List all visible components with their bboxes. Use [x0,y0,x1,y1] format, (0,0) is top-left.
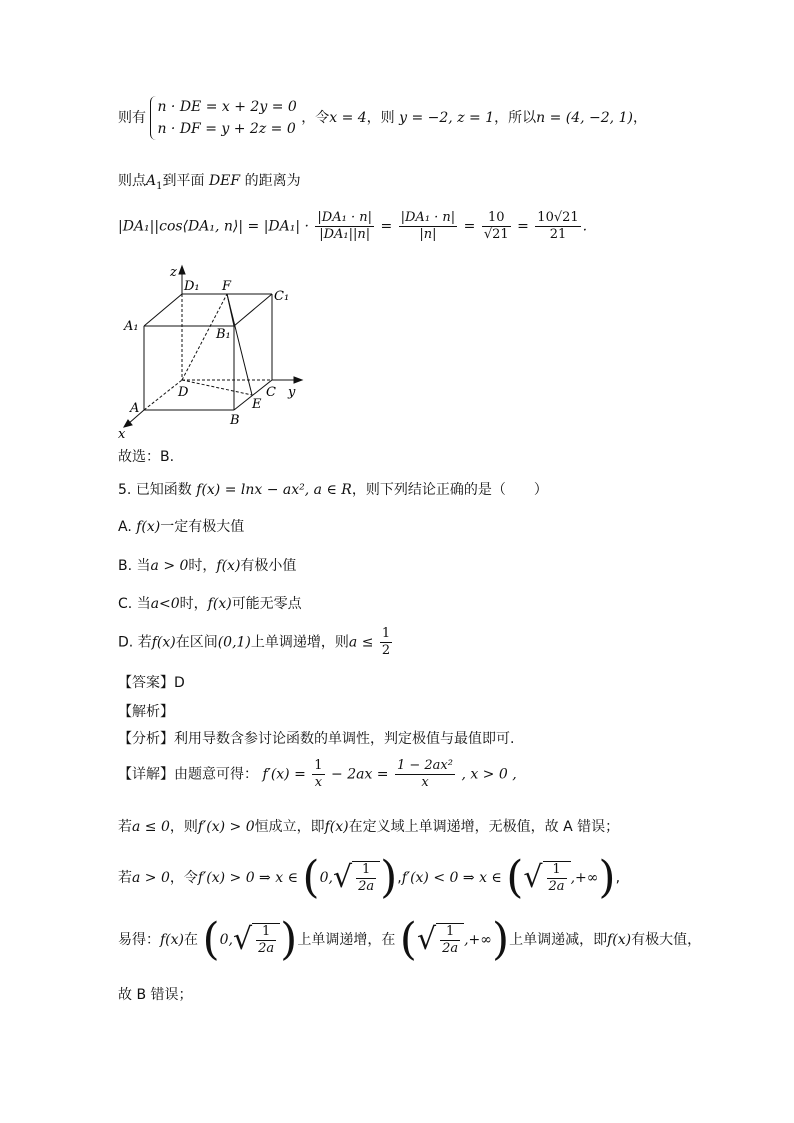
case3-fx2: f(x) [607,932,632,948]
segment-d-e [182,380,252,395]
text-to-plane: 到平面 [162,173,205,189]
option-d-math3: a ≤ [348,634,374,651]
point-a: A [146,173,157,189]
option-d [118,626,394,659]
conclude-b: 故 B 错误； [118,987,193,1003]
case1-holds: 恒成立，即 [254,819,325,835]
text-point: 则点 [118,173,146,189]
label-x: x [118,427,126,442]
case1-fx: f(x) [324,819,349,835]
choose-answer: 故选：B. [118,449,175,465]
case2-sqrt-num-1: 1 [356,862,376,879]
option-a-letter: A. [118,519,132,535]
equation-top: n · DE = x + 2y = 0 [157,99,297,115]
text-distance: 的距离为 [244,173,301,189]
frac-2-num: |DA₁ · n| [400,210,456,225]
case2-sqrt-den-2: 2a [548,878,565,894]
analysis-tag: 【解析】 [118,704,174,720]
answer-value: D [174,675,185,691]
case3-easy: 易得： [118,932,160,948]
label-a: A [130,401,140,416]
answer-line [118,672,185,692]
case2-comma: , [397,870,402,886]
case2-paren-close-2: ) [598,852,616,903]
answer-tag: 【答案】 [118,675,174,691]
detail-frac-2 [395,758,455,791]
case2-ineq2: f′(x) < 0 ⇒ x ∈ [401,870,502,886]
case1-cond: a ≤ 0 [132,819,170,835]
question-function: f(x) = lnx − ax², a ∈ R [196,482,352,498]
label-b1: B₁ [216,327,231,342]
option-d-math2: (0,1) [217,634,251,651]
option-b-math2: f(x) [216,558,241,574]
option-c [118,593,302,613]
fenxi-tag: 【分析】 [118,731,174,747]
case2-ineq1: f′(x) > 0 ⇒ x ∈ [197,870,298,886]
option-d-pre: 若 [137,634,152,651]
option-b [118,555,296,575]
option-d-text: 在区间 [175,634,218,651]
case2-sqrt-num-2: 1 [547,862,567,879]
detail-frac-2-num: 1 − 2ax² [396,758,453,773]
axis-z-arrow [179,266,185,274]
distance-formula [118,210,587,243]
formula-period: . [582,218,588,235]
line-system [118,96,647,140]
detail-mid: − 2ax = [331,766,389,783]
cube-figure [112,262,312,442]
case3-decreasing: 上单调递减，即 [509,932,608,948]
case2-root-2: √ [523,860,543,895]
label-e: E [252,397,262,412]
label-c: C [266,385,276,400]
case2-end: , [615,870,621,886]
option-c-letter: C. [118,596,133,612]
question-5 [118,479,548,499]
option-d-math: f(x) [151,634,176,651]
point-sub: 1 [156,180,163,192]
equation-system [150,96,296,140]
option-c-text2: 可能无零点 [231,596,302,612]
result-values: y = −2, z = 1 [399,110,495,126]
case3-paren-open-2: ( [399,914,417,965]
option-a-text: 一定有极大值 [160,519,245,535]
case1-then: ，则 [169,819,198,835]
case2-sqrt-frac-2 [547,862,567,895]
detail-frac-1-den: x [314,775,323,790]
frac-4 [535,210,580,243]
case3-sqrt-frac-2 [440,924,460,957]
frac-2-den: |n| [419,227,437,242]
case2-sqrt-frac-1 [356,862,376,895]
formula-lhs: |DA₁||cos⟨DA₁, n⟩| = |DA₁| · [118,218,309,235]
case-2 [118,852,621,903]
case1-conclusion: 在定义域上单调递增，无极值，故 A 错误； [348,819,620,835]
frac-3-den: √21 [483,227,509,242]
detail-frac-2-den: x [421,775,429,790]
case-3 [118,914,702,965]
text-prefix: 则有 [118,110,146,126]
detail-frac-1-num: 1 [314,758,323,773]
case3-paren-open-1: ( [202,914,220,965]
case2-int2-right: ,+∞ [570,870,599,886]
option-c-math: a<0 [150,596,180,612]
option-d-text2: 上单调递增，则 [250,634,349,651]
equals-1: = [380,218,393,235]
frac-1-num: |DA₁ · n| [317,210,372,225]
case3-paren-close-1: ) [280,914,298,965]
normal-vector: n = (4, −2, 1) [536,110,633,126]
edge-b1-c1 [234,294,272,326]
option-b-text: 时， [188,558,217,574]
frac-4-num: 10√21 [537,210,579,225]
edge-a1-d1 [144,294,182,326]
equals-2: = [463,218,476,235]
question-stem-a: 已知函数 [135,482,192,498]
case3-fx: f(x) [160,932,185,948]
option-d-frac-num: 1 [381,626,391,641]
option-a [118,516,244,536]
case2-cond: a > 0 [132,870,170,886]
case3-paren-close-2: ) [491,914,510,965]
case3-sqrt-num-1: 1 [256,924,276,941]
option-c-pre: 当 [136,596,151,612]
case2-root-1: √ [332,860,353,895]
detail-text: 由题意可得： [174,766,258,783]
detail-tag: 【详解】 [118,766,174,783]
question-stem-b: ，则下列结论正确的是（ ） [351,482,548,498]
text-comma: ， [632,110,647,126]
option-d-frac-den: 2 [381,643,391,658]
question-number: 5. [118,482,132,498]
label-a1: A₁ [124,319,139,334]
frac-4-den: 21 [549,227,567,242]
case3-sqrt-frac-1 [256,924,276,957]
option-a-math: f(x) [136,519,161,535]
equation-bottom: n · DF = y + 2z = 0 [157,121,296,137]
label-z: z [170,265,177,280]
label-d: D [178,385,189,400]
let-value: x = 4 [329,110,367,126]
option-d-frac [380,626,392,659]
option-b-letter: B. [118,558,133,574]
case3-increasing: 上单调递增，在 [297,932,396,948]
case-1 [118,816,619,836]
detail-lhs: f′(x) = [262,766,306,783]
text-then: ，则 [366,110,395,126]
option-c-text: 时， [179,596,208,612]
option-c-math2: f(x) [207,596,232,612]
case2-paren-open-1: ( [302,852,320,903]
label-y: y [288,385,296,400]
text-so: ，所以 [494,110,537,126]
case3-sqrt-den-2: 2a [442,940,459,956]
case1-if: 若 [118,819,132,835]
case3-root-1: √ [233,922,253,957]
case3-sqrt-num-2: 1 [440,924,460,941]
frac-3-num: 10 [482,210,511,227]
text-let: ，令 [301,110,330,126]
case2-if: 若 [118,870,132,886]
option-b-pre: 当 [136,558,151,574]
label-c1: C₁ [274,289,290,304]
detail-frac-1 [312,758,324,791]
fenxi-text: 利用导数含参讨论函数的单调性，判定极值与最值即可. [174,731,515,747]
label-b: B [230,413,240,428]
detail-line [118,758,517,791]
option-b-text2: 有极小值 [240,558,297,574]
case2-int1-left: 0, [319,870,333,886]
axis-y-arrow [294,377,302,383]
equals-3: = [517,218,529,235]
frac-1-den: |DA₁||n| [319,227,371,242]
detail-end: , x > 0 , [461,766,517,783]
frac-3 [482,210,511,243]
case3-root-2: √ [416,922,437,957]
case3-max: 有极大值， [631,932,702,948]
fenxi-line [118,728,514,748]
edge-a-d [144,380,182,410]
case2-sqrt-den-1: 2a [358,878,375,894]
case1-deriv: f′(x) > 0 [197,819,255,835]
case2-let: ，令 [169,870,198,886]
case3-int1-left: 0, [219,932,233,948]
case2-paren-open-2: ( [506,852,524,903]
line-distance-intro [118,170,301,192]
label-d1: D₁ [184,279,200,294]
case3-in: 在 [184,932,199,948]
frac-1 [315,210,374,243]
case2-paren-close-1: ) [380,852,398,903]
option-d-letter: D. [118,634,134,651]
case3-int2-right: ,+∞ [464,932,492,948]
option-b-math: a > 0 [150,558,189,574]
case3-sqrt-den-1: 2a [258,940,275,956]
label-f: F [222,279,232,294]
plane-name: DEF [208,173,241,189]
frac-2 [399,210,458,243]
